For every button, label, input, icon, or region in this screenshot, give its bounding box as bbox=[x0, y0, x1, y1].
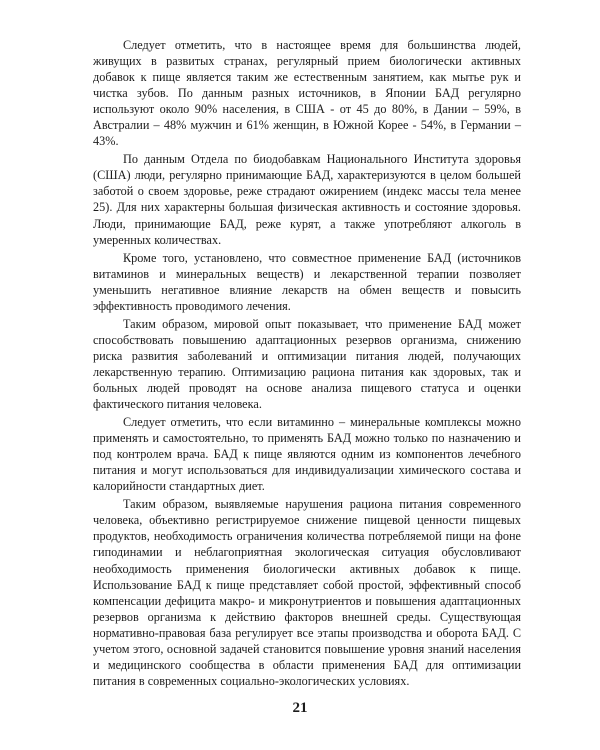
paragraph-3: Кроме того, установлено, что совместное применение БАД (источников витаминов и минеральных веществ) и лекарственной терапии позволяет уменьшить негативное влияние лекарств на обмен веществ и повысить эффективность проводимого лечения. bbox=[93, 250, 521, 313]
paragraph-6: Таким образом, выявляемые нарушения рациона питания современного человека, объективно регистрируемое снижение пищевой ценности пищевых продуктов, необходимость ограничения количества потребляемой пищи на фоне гиподинамии и неблагоприятная экологическая ситуация обусловливают необходимость применения биологически активных добавок к пище. Использование БАД к пище представляет собой простой, эффективный способ компенсации дефицита макро- и микронутриентов и повышения адаптационных резервов организма к действию факторов внешней среды. Существующая нормативно-правовая база регулирует все этапы производства и оборота БАД. С учетом этого, основной задачей становится повышение уровня знаний населения и медицинского сообщества в области применения БАД для оптимизации питания в современных социально-экологических условиях. bbox=[93, 497, 521, 688]
paragraph-5: Следует отметить, что если витаминно – минеральные комплексы можно применять и самостоятельно, то применять БАД можно только по назначению и под контролем врача. БАД к пище являются одним из компонентов лечебного питания и могут использоваться для индивидуализации химического состава и калорийности стандартных диет. bbox=[93, 415, 521, 494]
paragraph-1: Следует отметить, что в настоящее время для большинства людей, живущих в развитых странах, регулярный прием биологически активных добавок к пище является таким же естественным занятием, как мытье рук и чистка зубов. По данным разных источников, в Японии БАД регулярно используют около 90% населения, в США - от 45 до 80%, в Дании – 59%, в Австралии – 48% мужчин и 61% женщин, в Южной Корее - 54%, в Германии – 43%. bbox=[93, 38, 521, 149]
paragraph-4: Таким образом, мировой опыт показывает, что применение БАД может способствовать повышению адаптационных резервов организма, снижению риска развития заболеваний и оптимизации питания людей, получающих лекарственную терапию. Оптимизацию рациона питания как здоровых, так и больных людей проводят на основе анализа пищевого статуса и оценки фактического питания человека. bbox=[93, 316, 521, 412]
body-text bbox=[93, 37, 521, 691]
page-number: 21 bbox=[292, 700, 308, 716]
paragraph-2: По данным Отдела по биодобавкам Национального Института здоровья (США) люди, регулярно принимающие БАД, характеризуются в целом большей заботой о своем здоровье, реже страдают ожирением (индекс массы тела менее 25). Для них характерны большая физическая активность и состояние здоровья. Люди, принимающие БАД, реже курят, а также употребляют алкоголь в умеренных количествах. bbox=[93, 152, 521, 247]
